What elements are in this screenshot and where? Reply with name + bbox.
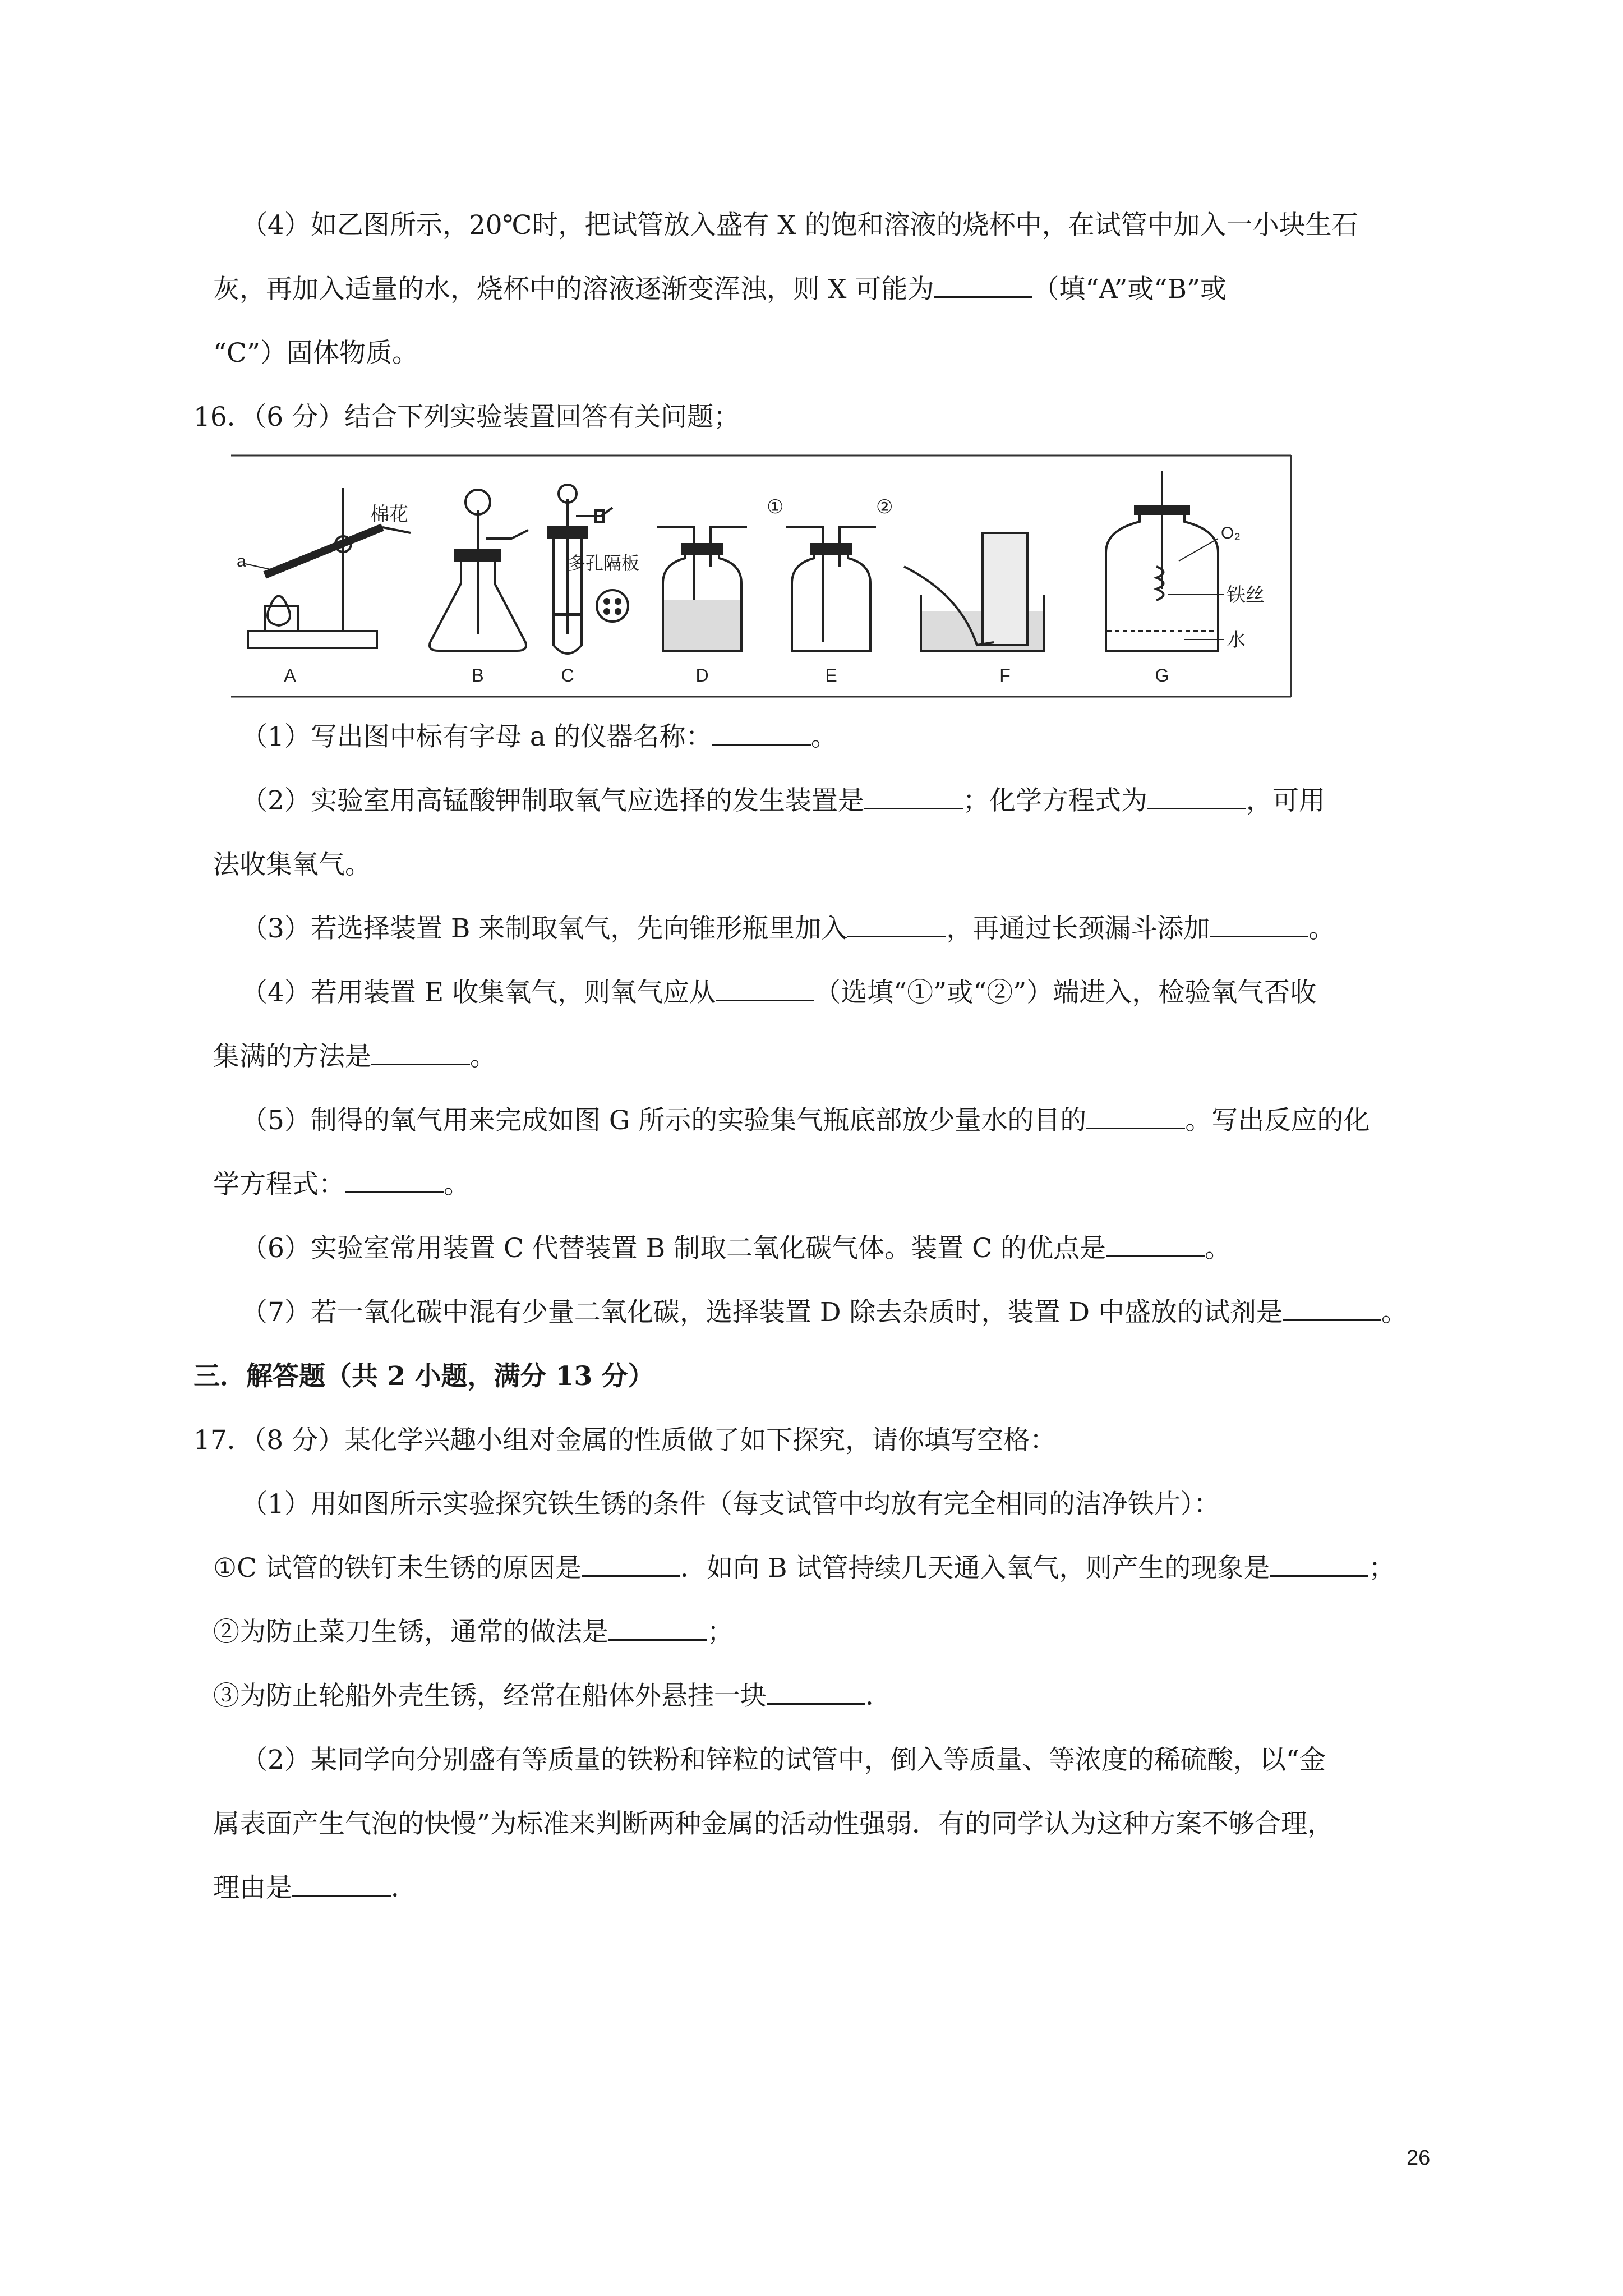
label-E: E	[825, 665, 837, 685]
q16-p2-text-d: 法收集氧气。	[213, 849, 371, 880]
q17-s3-text-a: ③为防止轮船外壳生锈，经常在船体外悬挂一块	[213, 1681, 767, 1711]
label-F: F	[999, 665, 1011, 685]
q17-part1	[241, 1487, 1220, 1522]
q16-p5-text-b: 。写出反应的化	[1185, 1105, 1370, 1136]
label-a-letter: a	[237, 552, 246, 570]
q16-p5-text-c: 学方程式：	[213, 1169, 345, 1200]
answer-blank[interactable]	[716, 977, 814, 1001]
q17-part2-line1	[241, 1742, 1326, 1778]
answer-blank[interactable]	[1106, 1233, 1205, 1257]
q17-sub3	[213, 1678, 892, 1714]
apparatus-svg	[231, 454, 1297, 701]
q16-part3	[241, 911, 1335, 947]
q16-p3-text-c: 。	[1308, 913, 1335, 944]
iron-wire-coil	[1156, 567, 1164, 600]
label-D: D	[695, 665, 709, 685]
q17-p2-text-c1: 理由是	[213, 1872, 292, 1903]
answer-blank[interactable]	[847, 913, 946, 937]
q17-s3-text-b: ．	[865, 1681, 892, 1711]
apparatus-f	[904, 533, 1044, 651]
stopper-d	[683, 544, 722, 554]
answer-blank[interactable]	[1147, 785, 1246, 809]
label-C: C	[561, 665, 574, 685]
q16-p3-text-a: （3）若选择装置 B 来制取氧气，先向锥形瓶里加入	[241, 913, 848, 944]
q16-p2-text-a: （2）实验室用高锰酸钾制取氧气应选择的发生装置是	[241, 785, 864, 816]
q16-p5-text-a: （5）制得的氧气用来完成如图 G 所示的实验集气瓶底部放少量水的目的	[241, 1105, 1087, 1136]
label-B: B	[472, 665, 484, 685]
o2-pointer	[1179, 539, 1218, 561]
q16-part4-line2	[213, 1039, 496, 1075]
answer-blank[interactable]	[582, 1553, 680, 1577]
q15-part4-text-b1: 灰，再加入适量的水，烧杯中的溶液逐渐变浑浊，则 X 可能为	[213, 274, 934, 305]
q16-p1-text-a: （1）写出图中标有字母 a 的仪器名称：	[241, 721, 712, 752]
q16-part5-line2	[213, 1167, 470, 1203]
test-tube	[265, 527, 382, 575]
q17-part2-line2	[213, 1806, 1334, 1842]
label-o2: O₂	[1221, 524, 1241, 542]
q17-p2-text-b: 属表面产生气泡的快慢”为标准来判断两种金属的活动性强弱．有的同学认为这种方案不够合理，	[213, 1809, 1334, 1839]
q15-part4-line2	[213, 272, 1227, 307]
answer-blank[interactable]	[1270, 1553, 1368, 1577]
porous-plate-detail	[597, 590, 628, 622]
q17-stem	[193, 1423, 1056, 1458]
q16-stem-text: 16．（6 分）结合下列实验装置回答有关问题；	[193, 402, 740, 432]
label-water: 水	[1227, 629, 1246, 651]
answer-blank[interactable]	[608, 1617, 707, 1641]
q17-p1-text: （1）用如图所示实验探究铁生锈的条件（每支试管中均放有完全相同的洁净铁片）：	[241, 1489, 1220, 1520]
q16-p1-text-b: 。	[810, 721, 837, 752]
answer-blank[interactable]	[934, 274, 1032, 298]
q16-p4-text-c: 集满的方法是	[213, 1041, 371, 1072]
alcohol-lamp-flame	[268, 596, 290, 626]
answer-blank[interactable]	[1210, 913, 1308, 937]
q16-part6	[241, 1231, 1231, 1267]
answer-blank[interactable]	[1283, 1297, 1381, 1321]
q17-s1-text-b: ．如向 B 试管持续几天通入氧气，则产生的现象是	[680, 1553, 1270, 1584]
q16-p4-text-a: （4）若用装置 E 收集氧气，则氧气应从	[241, 977, 716, 1008]
apparatus-g	[1106, 471, 1224, 651]
answer-blank[interactable]	[1086, 1105, 1185, 1129]
q17-stem-text: 17．（8 分）某化学兴趣小组对金属的性质做了如下探究，请你填写空格：	[193, 1425, 1057, 1456]
q15-part4-text-b2: （填“A”或“B”或	[1032, 274, 1227, 305]
q16-p7-text-a: （7）若一氧化碳中混有少量二氧化碳，选择装置 D 除去杂质时，装置 D 中盛放的试剂是	[241, 1297, 1283, 1328]
q16-p3-text-b: ，再通过长颈漏斗添加	[946, 913, 1210, 944]
q17-s2-text-b: ；	[707, 1617, 734, 1648]
answer-blank[interactable]	[712, 721, 811, 746]
label-cotton: 棉花	[370, 504, 408, 525]
q15-part4-text-c: “C”）固体物质。	[213, 338, 419, 369]
q16-stem	[193, 399, 740, 435]
q15-part4-line3	[213, 335, 418, 371]
q17-sub1	[213, 1550, 1395, 1586]
q16-p2-text-b: ；化学方程式为	[962, 785, 1147, 816]
bottle-water	[984, 534, 1026, 644]
bottle-e	[792, 550, 870, 651]
label-a-pointer	[245, 564, 270, 569]
q17-p2-text-c2: ．	[391, 1872, 417, 1903]
section3-heading-text: 三．解答题（共 2 小题，满分 13 分）	[193, 1361, 654, 1392]
answer-blank[interactable]	[864, 785, 963, 809]
delivery-tube-c	[576, 508, 612, 516]
q17-part2-line3	[213, 1870, 417, 1906]
q16-p7-text-b: 。	[1381, 1297, 1408, 1328]
q16-part5-line1	[241, 1103, 1370, 1139]
delivery-tube-a	[382, 527, 411, 533]
q17-p2-text-a: （2）某同学向分别盛有等质量的铁粉和锌粒的试管中，倒入等质量、等浓度的稀硫酸，以“金	[241, 1745, 1326, 1775]
q17-s1-text-c: ；	[1368, 1553, 1395, 1584]
q16-part1	[241, 719, 837, 755]
label-porous-plate: 多孔隔板	[568, 553, 640, 573]
q16-p5-text-d: 。	[444, 1169, 470, 1200]
apparatus-b	[430, 490, 528, 651]
stopper-e	[811, 544, 851, 554]
answer-blank[interactable]	[767, 1681, 865, 1705]
q16-part2-line2	[213, 847, 371, 883]
delivery-tube-b	[486, 530, 528, 539]
label-G: G	[1155, 665, 1169, 685]
q17-s2-text-a: ②为防止菜刀生锈，通常的做法是	[213, 1617, 608, 1648]
apparatus-figure	[231, 454, 1297, 701]
q17-s1-text-a: ①C 试管的铁钉未生锈的原因是	[213, 1553, 582, 1584]
q15-part4-line1	[241, 208, 1358, 243]
q16-part2-line1	[241, 783, 1325, 819]
page-number: 26	[1407, 2146, 1431, 2170]
answer-blank[interactable]	[371, 1041, 470, 1065]
q16-p6-text-b: 。	[1205, 1233, 1232, 1264]
label-port-2: ②	[876, 496, 893, 518]
q17-sub2	[213, 1614, 734, 1650]
liquid-d	[664, 600, 740, 650]
answer-blank[interactable]	[292, 1872, 391, 1897]
apparatus-d	[657, 527, 747, 651]
iron-stand-base	[248, 631, 377, 648]
q16-p2-text-c: ，可用	[1246, 785, 1325, 816]
q16-p4-text-d: 。	[470, 1041, 496, 1072]
apparatus-e	[786, 527, 876, 651]
q16-part7	[241, 1295, 1408, 1331]
label-iron-wire: 铁丝	[1227, 585, 1265, 606]
q16-p6-text-a: （6）实验室常用装置 C 代替装置 B 制取二氧化碳气体。装置 C 的优点是	[241, 1233, 1106, 1264]
label-A: A	[284, 665, 296, 685]
q16-part4-line1	[241, 975, 1316, 1011]
label-port-1: ①	[767, 496, 784, 518]
answer-blank[interactable]	[345, 1169, 444, 1193]
q16-p4-text-b: （选填“①”或“②”）端进入，检验氧气否收	[814, 977, 1317, 1008]
q15-part4-text-a: （4）如乙图所示，20℃时，把试管放入盛有 X 的饱和溶液的烧杯中，在试管中加入一小块生石	[241, 210, 1358, 241]
section3-heading	[193, 1359, 654, 1395]
